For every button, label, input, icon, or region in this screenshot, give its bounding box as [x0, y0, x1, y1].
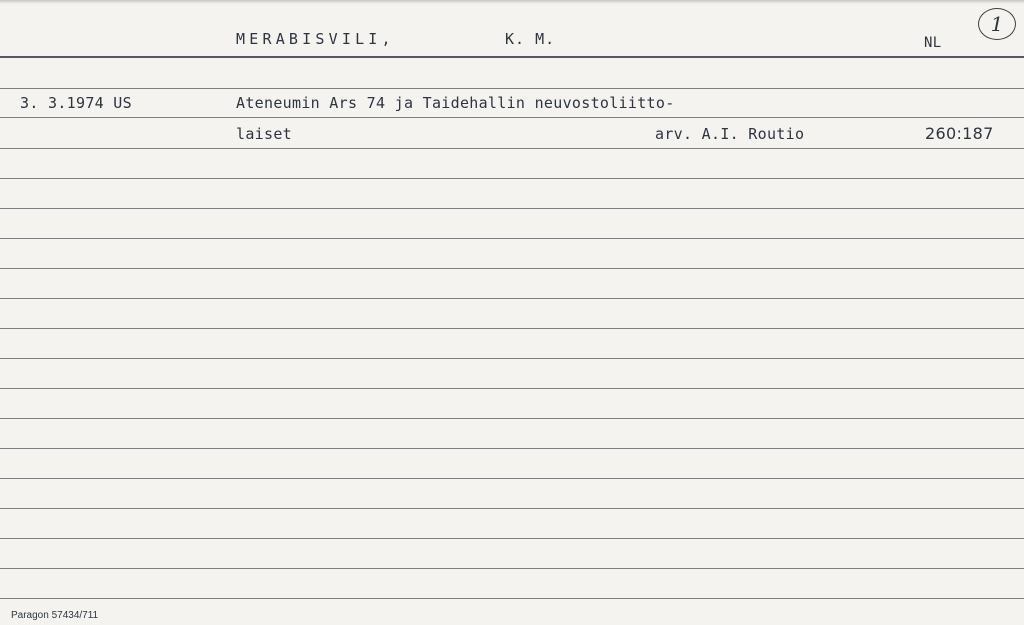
- ruled-line: [0, 508, 1024, 509]
- initials: K. M.: [505, 30, 556, 48]
- card-number-circle: [978, 8, 1016, 40]
- entry-date: 3. 3.1974 US: [20, 94, 132, 112]
- entry-reviewer: arv. A.I. Routio: [655, 125, 805, 143]
- ruled-line: [0, 388, 1024, 389]
- language-code: NL: [924, 35, 942, 51]
- ruled-line: [0, 478, 1024, 479]
- ruled-line: [0, 598, 1024, 599]
- ruled-line: [0, 298, 1024, 299]
- ruled-line: [0, 88, 1024, 89]
- ruled-line: [0, 268, 1024, 269]
- ruled-line: [0, 538, 1024, 539]
- ruled-line: [0, 568, 1024, 569]
- ruled-line: [0, 238, 1024, 239]
- entry-signum: 260:187: [925, 124, 994, 143]
- card-number: 1: [990, 12, 1004, 36]
- entry-title-line-1: Ateneumin Ars 74 ja Taidehallin neuvostoliitto-: [236, 94, 675, 112]
- entry-title-line-2: laiset: [236, 125, 292, 143]
- ruled-line: [0, 208, 1024, 209]
- ruled-line: [0, 178, 1024, 179]
- ruled-line: [0, 358, 1024, 359]
- printer-footer: Paragon 57434/711: [11, 610, 99, 621]
- ruled-line: [0, 418, 1024, 419]
- ruled-line: [0, 148, 1024, 149]
- card-top-edge: [0, 0, 1024, 4]
- ruled-line: [0, 328, 1024, 329]
- surname: MERABISVILI,: [236, 30, 395, 48]
- ruled-line: [0, 117, 1024, 118]
- ruled-line: [0, 448, 1024, 449]
- header-rule: [0, 56, 1024, 58]
